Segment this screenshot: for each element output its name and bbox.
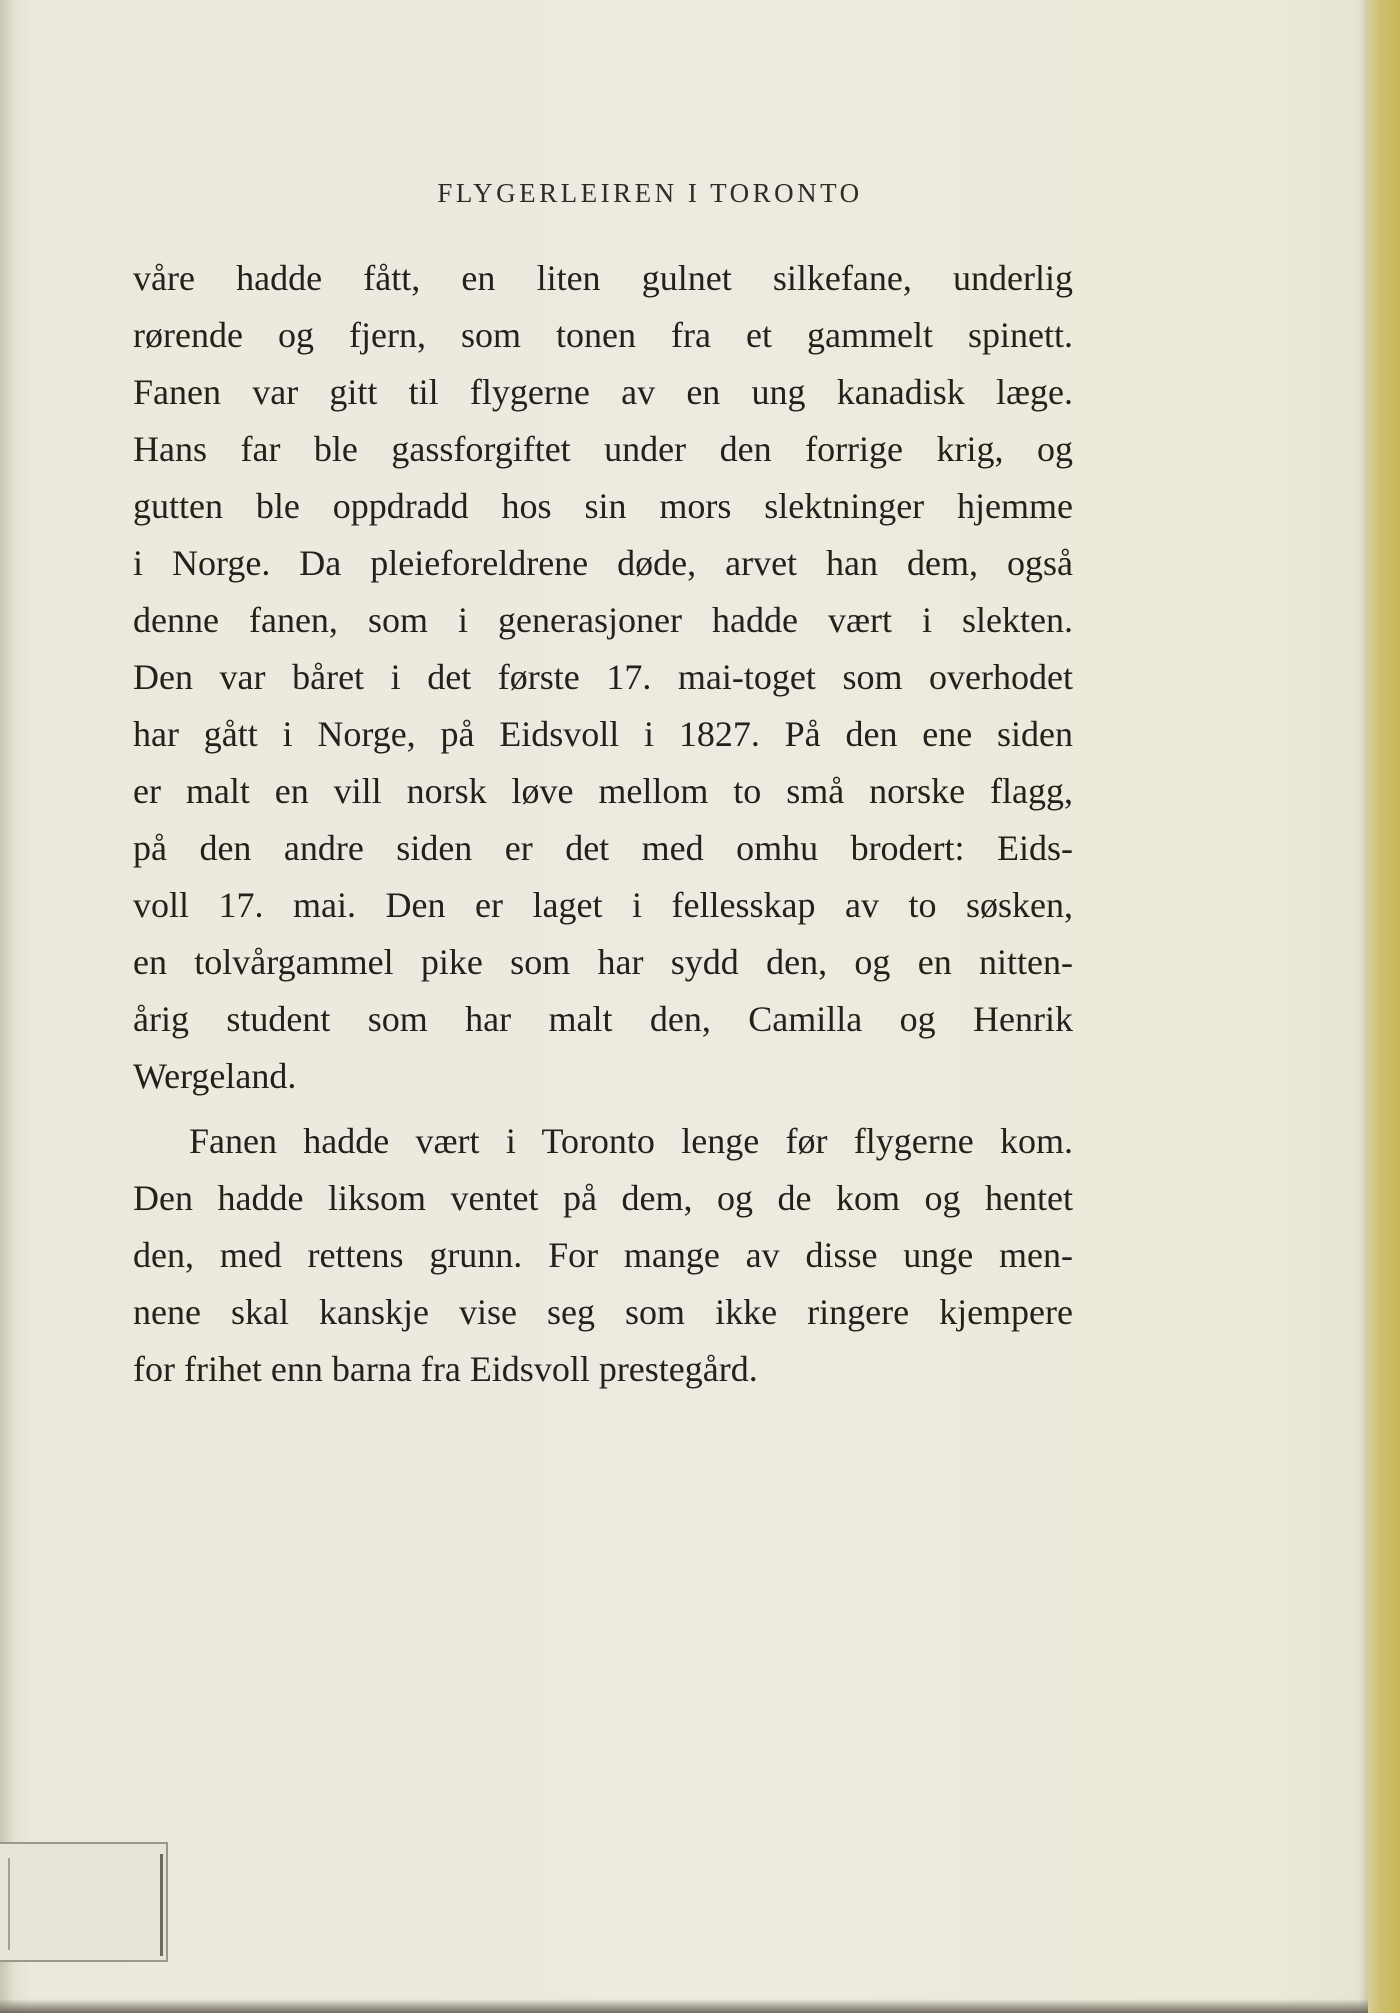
text-line: våre hadde fått, en liten gulnet silkefane, underlig xyxy=(133,258,1073,298)
running-head: FLYGERLEIREN I TORONTO xyxy=(437,178,863,208)
text-line: Den var båret i det første 17. mai-toget som overhodet xyxy=(133,657,1073,697)
text-line: Fanen var gitt til flygerne av en ung kanadisk læge. xyxy=(133,372,1073,412)
text-line: Wergeland. xyxy=(133,1056,297,1096)
text-line: en tolvårgammel pike som har sydd den, og en nitten- xyxy=(133,942,1073,982)
binding-shadow xyxy=(1358,0,1368,2013)
book-binding-edge xyxy=(1368,0,1400,2013)
text-line: for frihet enn barna fra Eidsvoll prestegård. xyxy=(133,1349,758,1389)
page-bottom-edge xyxy=(0,1999,1368,2013)
label-mark xyxy=(160,1854,163,1956)
text-line: Fanen hadde vært i Toronto lenge før flygerne kom. xyxy=(189,1121,1073,1161)
page-gutter-shadow xyxy=(0,0,14,2013)
label-mark xyxy=(8,1858,10,1950)
text-line: nene skal kanskje vise seg som ikke ringere kjempere xyxy=(133,1292,1073,1332)
text-line: rørende og fjern, som tonen fra et gammelt spinett. xyxy=(133,315,1073,355)
text-line: denne fanen, som i generasjoner hadde vært i slekten. xyxy=(133,600,1073,640)
text-line: på den andre siden er det med omhu brodert: Eids- xyxy=(133,828,1073,868)
text-line: Den hadde liksom ventet på dem, og de kom og hentet xyxy=(133,1178,1073,1218)
text-line: den, med rettens grunn. For mange av disse unge men- xyxy=(133,1235,1073,1275)
body-text xyxy=(133,250,1073,1398)
text-line: i Norge. Da pleieforeldrene døde, arvet han dem, også xyxy=(133,543,1073,583)
paragraph xyxy=(133,1113,1073,1398)
text-line: er malt en vill norsk løve mellom to små norske flagg, xyxy=(133,771,1073,811)
text-line: har gått i Norge, på Eidsvoll i 1827. På den ene siden xyxy=(133,714,1073,754)
paragraph xyxy=(133,250,1073,1105)
text-line: voll 17. mai. Den er laget i fellesskap av to søsken, xyxy=(133,885,1073,925)
text-line: Hans far ble gassforgiftet under den forrige krig, og xyxy=(133,429,1073,469)
library-label xyxy=(0,1842,168,1962)
text-line: gutten ble oppdradd hos sin mors slektninger hjemme xyxy=(133,486,1073,526)
text-line: årig student som har malt den, Camilla og Henrik xyxy=(133,999,1073,1039)
